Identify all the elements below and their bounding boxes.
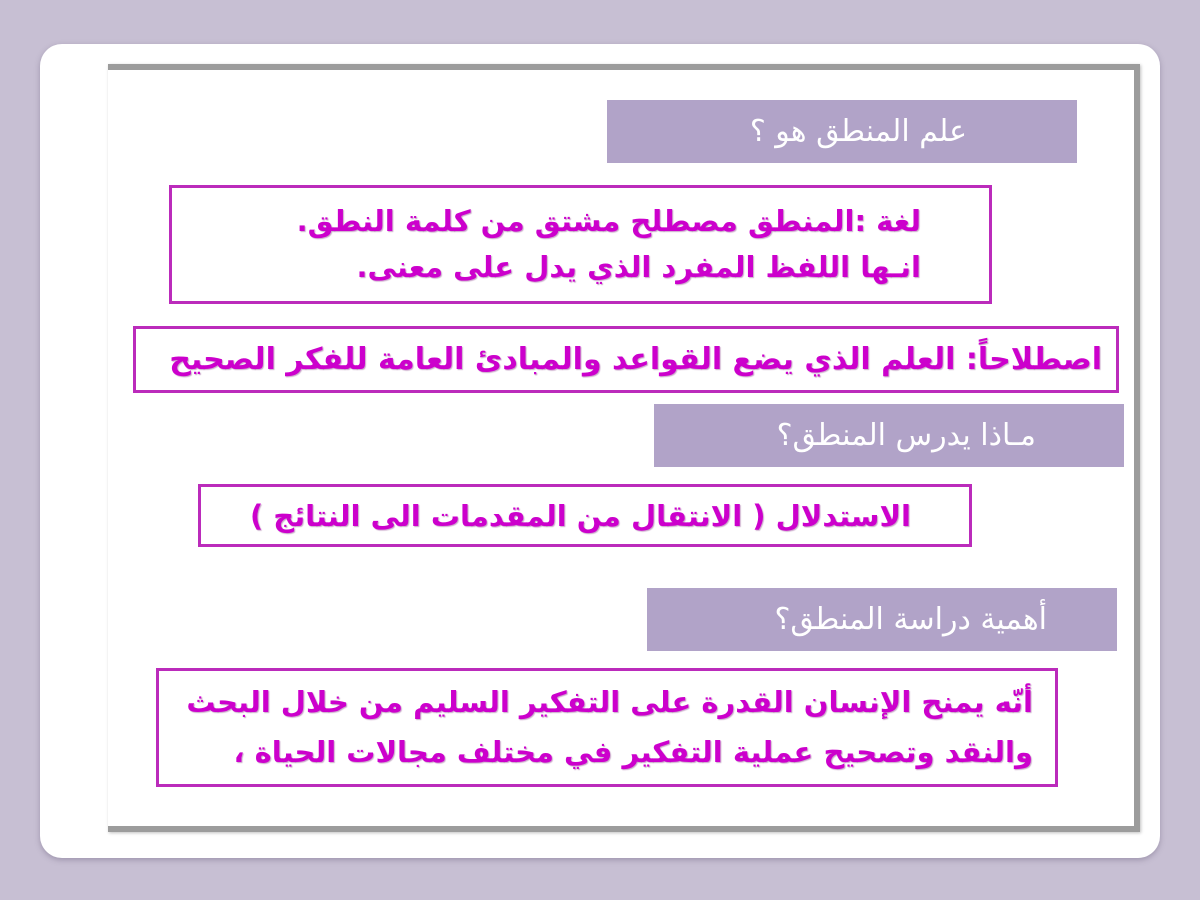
heading-importance-of-logic: [647, 588, 1117, 651]
definition-linguistic-line-2: انـها اللفظ المفرد الذي يدل على معنى.: [356, 250, 921, 284]
inference-box: [198, 484, 972, 547]
importance-line-1: أنّه يمنح الإنسان القدرة على التفكير السليم من خلال البحث: [186, 685, 1033, 719]
importance-box: [156, 668, 1058, 787]
heading-what-is-logic: [607, 100, 1077, 163]
definition-technical-box: [133, 326, 1119, 393]
definition-linguistic-line-1: لغة :المنطق مصطلح مشتق من كلمة النطق.: [296, 204, 921, 238]
inference-line: الاستدلال ( الانتقال من المقدمات الى النتائج ): [249, 499, 911, 533]
heading-what-logic-studies-text: مـاذا يدرس المنطق؟: [776, 417, 1036, 453]
importance-line-2: والنقد وتصحيح عملية التفكير في مختلف مجالات الحياة ،: [233, 735, 1033, 769]
heading-what-logic-studies: [654, 404, 1124, 467]
definition-technical-line: اصطلاحاً: العلم الذي يضع القواعد والمبادئ العامة للفكر الصحيح: [169, 342, 1102, 377]
heading-what-is-logic-text: علم المنطق هو ؟: [749, 113, 967, 149]
heading-importance-of-logic-text: أهمية دراسة المنطق؟: [774, 601, 1047, 637]
definition-linguistic-box: [169, 185, 992, 304]
